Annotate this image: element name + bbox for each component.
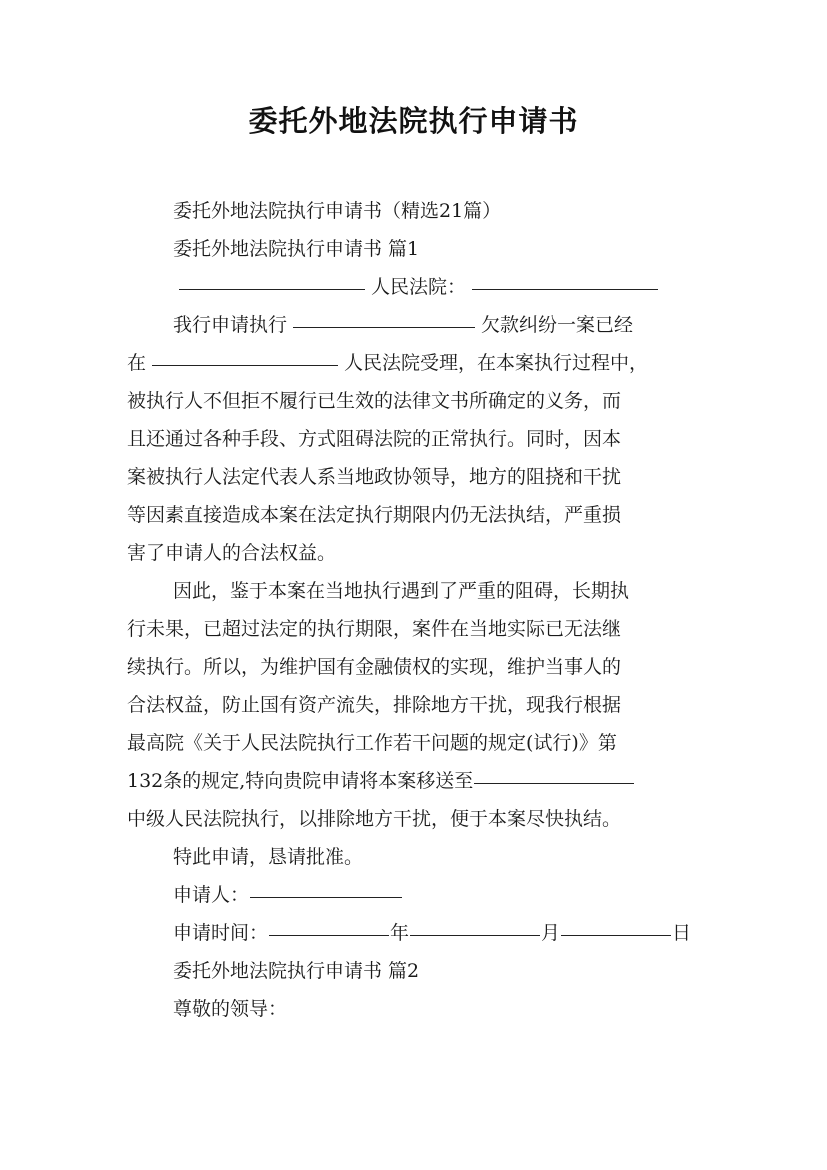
paragraph-1-line-5: 案被执行人法定代表人系当地政协领导，地方的阻挠和干扰	[127, 466, 622, 488]
article-2-heading: 委托外地法院执行申请书 篇2	[173, 960, 420, 982]
paragraph-1-line-7: 害了申请人的合法权益。	[127, 542, 337, 564]
day-label: 日	[672, 922, 692, 944]
paragraph-1-line-4: 且还通过各种手段、方式阻碍法院的正常执行。同时，因本	[127, 428, 622, 450]
closing-sentence: 特此申请，恳请批准。	[173, 846, 364, 868]
paragraph-1-part-3: 在	[127, 352, 147, 374]
transfer-court-blank	[474, 782, 634, 784]
applicant-label: 申请人：	[173, 884, 250, 906]
paragraph-1-line-3: 被执行人不但拒不履行已生效的法律文书所确定的义务，而	[127, 390, 622, 412]
accepting-court-blank	[152, 364, 338, 366]
court-line	[127, 268, 717, 306]
court-label: 人民法院：	[371, 276, 467, 298]
year-blank	[269, 934, 389, 936]
date-label: 申请时间：	[173, 922, 269, 944]
date-line	[127, 914, 717, 952]
respondent-blank	[293, 326, 475, 328]
day-blank	[561, 934, 671, 936]
month-label: 月	[541, 922, 561, 944]
paragraph-1-line-2	[127, 344, 717, 382]
paragraph-2-line-5: 最高院《关于人民法院执行工作若干问题的规定(试行)》第	[127, 732, 617, 754]
paragraph-1-part-4: 人民法院受理，在本案执行过程中，	[344, 352, 649, 374]
year-label: 年	[390, 922, 410, 944]
applicant-blank	[250, 896, 402, 898]
document-body	[127, 192, 717, 1028]
document-title: 委托外地法院执行申请书	[248, 104, 579, 138]
month-blank	[410, 934, 540, 936]
paragraph-1-line-1	[127, 306, 717, 344]
paragraph-1-part-1: 我行申请执行	[173, 314, 288, 336]
paragraph-2-line-3: 续执行。所以，为维护国有金融债权的实现，维护当事人的	[127, 656, 622, 678]
salutation: 尊敬的领导：	[173, 998, 288, 1020]
paragraph-2-line-4: 合法权益，防止国有资产流失，排除地方干扰，现我行根据	[127, 694, 622, 716]
paragraph-2-line-7: 中级人民法院执行，以排除地方干扰，便于本案尽快执结。	[127, 808, 622, 830]
paragraph-2-line-2: 行未果，已超过法定的执行期限，案件在当地实际已无法继	[127, 618, 622, 640]
paragraph-2-line-6	[127, 762, 717, 800]
court-name-blank	[179, 288, 365, 290]
document-subtitle: 委托外地法院执行申请书（精选21篇）	[173, 200, 502, 222]
paragraph-2-line-6-text: 132条的规定,特向贵院申请将本案移送至	[127, 770, 474, 792]
court-address-blank	[472, 288, 658, 290]
paragraph-1-line-6: 等因素直接造成本案在法定执行期限内仍无法执结，严重损	[127, 504, 622, 526]
applicant-line	[127, 876, 717, 914]
paragraph-2-line-1: 因此，鉴于本案在当地执行遇到了严重的阻碍，长期执	[173, 580, 630, 602]
paragraph-1-part-2: 欠款纠纷一案已经	[481, 314, 634, 336]
article-1-heading: 委托外地法院执行申请书 篇1	[173, 238, 420, 260]
